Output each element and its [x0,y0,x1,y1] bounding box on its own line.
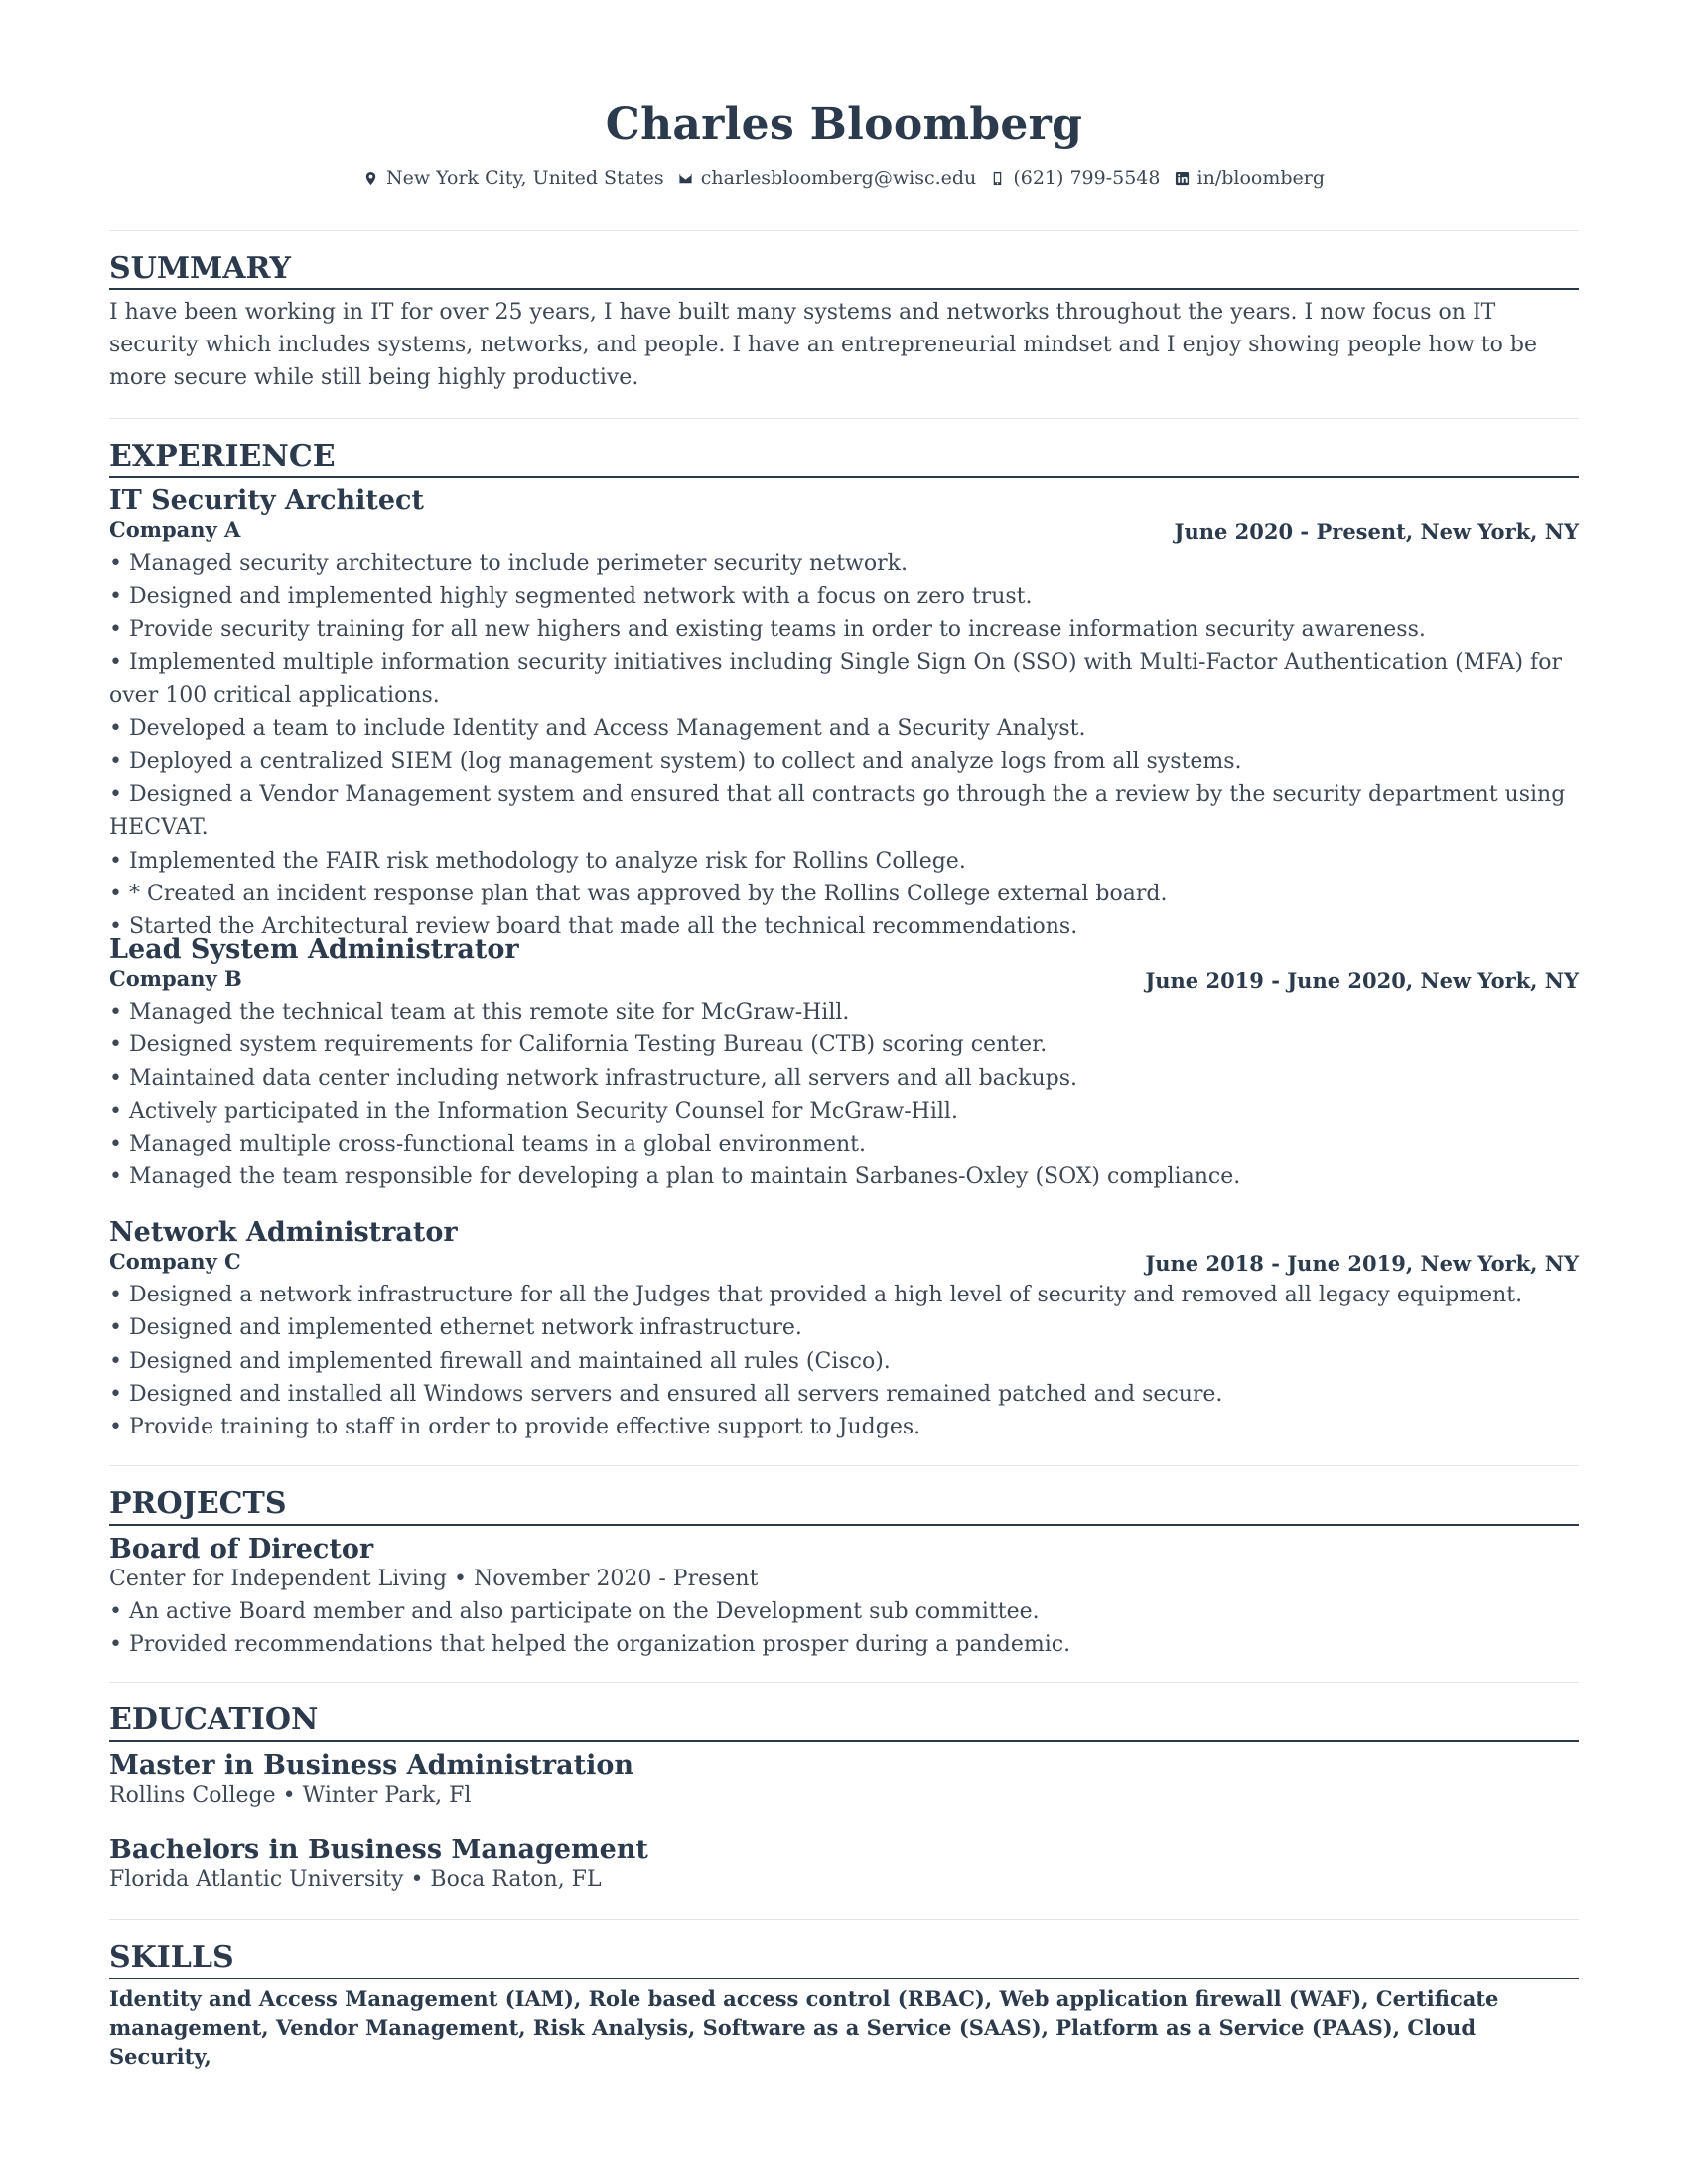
location-pin-icon [363,171,378,186]
school-info: Florida Atlantic University • Boca Raton, FL [109,1867,602,1892]
summary-heading: SUMMARY [109,251,291,286]
bullet-item: • Designed system requirements for California Testing Bureau (CTB) scoring center. [109,1032,1048,1058]
location-text: New York City, United States [385,167,664,189]
bullet-item: • Designed a Vendor Management system and ensured that all contracts go through the a review by the security department using HECVAT. [109,782,1566,841]
projects-heading: PROJECTS [109,1486,287,1521]
degree-title: Bachelors in Business Management [109,1835,648,1865]
job-bullets [109,1279,1579,1443]
bullet-item: • Managed security architecture to include perimeter security network. [109,551,908,576]
bullet-item: • * Created an incident response plan that was approved by the Rollins College external board. [109,881,1168,906]
phone-icon [990,171,1005,186]
contact-location [363,167,664,189]
bullet-item: • Developed a team to include Identity and Access Management and a Security Analyst. [109,716,1086,742]
divider [109,1919,1579,1920]
linkedin-icon [1175,171,1190,186]
bullet-item: • Designed and installed all Windows servers and ensured all servers remained patched and secure. [109,1381,1223,1407]
contact-linkedin[interactable] [1175,167,1326,189]
job-date-location: June 2018 - June 2019, New York, NY [1145,1251,1579,1276]
contact-email[interactable] [678,167,977,189]
bullet-item: • Provide security training for all new highers and existing teams in order to increase information security awareness. [109,616,1426,642]
section-underline [109,476,1579,478]
bullet-item: • Actively participated in the Information Security Counsel for McGraw-Hill. [109,1098,958,1124]
degree-title: Master in Business Administration [109,1750,633,1781]
divider [109,418,1579,419]
company-name: Company B [109,966,242,991]
project-title: Board of Director [109,1534,374,1565]
job-title: Network Administrator [109,1217,458,1248]
experience-heading: EXPERIENCE [109,439,336,474]
bullet-item: • Implemented multiple information security initiatives including Single Sign On (SSO) with Multi-Factor Authentication (MFA) for over 100 critical applications. [109,649,1562,709]
envelope-icon [678,171,693,186]
bullet-item: • Managed the team responsible for developing a plan to maintain Sarbanes-Oxley (SOX) compliance. [109,1164,1241,1190]
section-underline [109,1524,1579,1526]
project-bullets [109,1595,1579,1662]
email-text[interactable]: charlesbloomberg@wisc.edu [700,167,977,189]
bullet-item: • Designed a network infrastructure for all the Judges that provided a high level of security and removed all legacy equipment. [109,1283,1523,1307]
section-underline [109,1978,1579,1979]
job-bullets [109,996,1579,1194]
divider [109,1465,1579,1466]
bullet-item: • Managed multiple cross-functional teams in a global environment. [109,1132,866,1158]
company-name: Company C [109,1249,241,1274]
bullet-item: • Maintained data center including network infrastructure, all servers and all backups. [109,1065,1077,1091]
section-underline [109,1740,1579,1742]
skills-text: Identity and Access Management (IAM), Role based access control (RBAC), Web application firewall (WAF), Certificate management, Vendor Management, Risk Analysis, Software as a Service (SAAS), Platform as a Service (PAAS), Cloud Security, [109,1986,1499,2069]
section-underline [109,288,1579,290]
contact-line [109,167,1579,191]
job-title: IT Security Architect [109,485,424,516]
bullet-item: • Deployed a centralized SIEM (log management system) to collect and analyze logs from all systems. [109,749,1242,774]
bullet-item: • An active Board member and also participate on the Development sub committee. [109,1599,1040,1624]
job-date-location: June 2019 - June 2020, New York, NY [1145,968,1579,993]
education-heading: EDUCATION [109,1703,319,1737]
linkedin-text[interactable]: in/bloomberg [1196,167,1326,189]
skills-heading: SKILLS [109,1940,234,1975]
bullet-item: • Provide training to staff in order to provide effective support to Judges. [109,1415,921,1440]
project-subtitle: Center for Independent Living • November 2020 - Present [109,1567,759,1591]
divider [109,1682,1579,1683]
job-bullets [109,547,1579,944]
company-name: Company A [109,517,241,542]
bullet-item: • Designed and implemented highly segmented network with a focus on zero trust. [109,584,1033,610]
bullet-item: • Started the Architectural review board that made all the technical recommendations. [109,914,1078,940]
phone-text: (621) 799-5548 [1013,167,1161,189]
bullet-item: • Provided recommendations that helped the organization prosper during a pandemic. [109,1632,1071,1658]
summary-text: I have been working in IT for over 25 years, I have built many systems and networks throughout the years. I now focus on IT security which includes systems, networks, and people. I have an entrepreneurial mindset and I enjoy showing people how to be more secure while still being highly productive. [109,300,1537,390]
job-title: Lead System Administrator [109,934,519,965]
bullet-item: • Managed the technical team at this remote site for McGraw-Hill. [109,1000,850,1024]
candidate-name: Charles Bloomberg [605,99,1083,150]
contact-phone [990,167,1160,189]
bullet-item: • Implemented the FAIR risk methodology to analyze risk for Rollins College. [109,848,966,874]
bullet-item: • Designed and implemented firewall and maintained all rules (Cisco). [109,1348,891,1374]
job-date-location: June 2020 - Present, New York, NY [1174,519,1579,544]
bullet-item: • Designed and implemented ethernet network infrastructure. [109,1315,802,1341]
divider [109,230,1579,231]
school-info: Rollins College • Winter Park, Fl [109,1783,472,1808]
